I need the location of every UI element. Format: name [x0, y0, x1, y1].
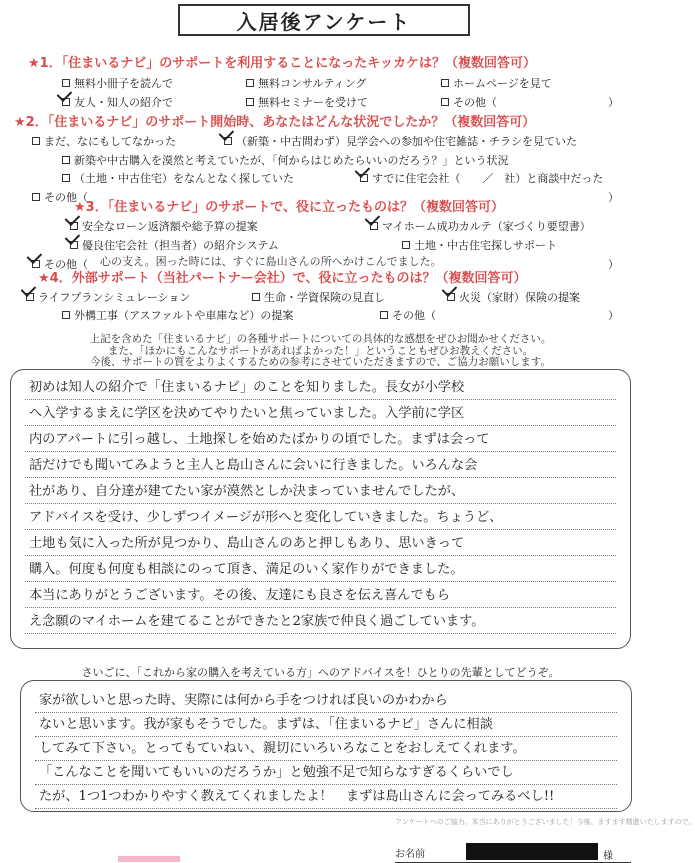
- advice-line: 家が欲しいと思った時、実際には何から手をつければ良いのかわから: [35, 687, 617, 713]
- question-4-heading: ★4．外部サポート（当社パートナー会社）で、役に立ったものは？（複数回答可）: [38, 271, 527, 286]
- q1-option-consulting[interactable]: 無料コンサルティング: [246, 75, 366, 91]
- q3-option-land[interactable]: 土地・中古住宅探しサポート: [402, 237, 557, 253]
- q2-option-negotiating[interactable]: すでに住宅会社（ ／ 社）と商談中だった: [360, 170, 603, 186]
- impression-line: え念願のマイホームを建てることができたと2家族で仲良く過ごしています。: [25, 608, 616, 634]
- advice-line: してみて下さい。とってもていねい、親切にいろいろなことをおしえてくれます。: [35, 735, 617, 761]
- q4-option-other[interactable]: その他（: [380, 307, 436, 323]
- checkbox[interactable]: [441, 98, 449, 106]
- impression-line: 購入。何度も何度も相談にのって頂き、満足のいく家作りができました。: [25, 556, 616, 582]
- paren-close: ）: [608, 191, 619, 204]
- question-1-heading: ★1．「住まいるナビ」のサポートを利用することになったキッカケは？（複数回答可）: [28, 56, 536, 71]
- q1-option-seminar[interactable]: 無料セミナーを受けて: [246, 94, 368, 110]
- impression-line: 内のアパートに引っ越し、土地探しを始めたばかりの頃でした。まずは会って: [25, 426, 616, 452]
- checkbox-checked[interactable]: [26, 293, 34, 301]
- q2-option-open-house[interactable]: （新築・中古問わず）見学会への参加や住宅雑誌・チラシを見ていた: [224, 133, 577, 149]
- impression-line: 社があり、自分達が建てたい家が漠然としか決まっていませんでしたが、: [25, 478, 616, 504]
- page-title: 入居後アンケート: [178, 4, 470, 36]
- instruction-line-3: 今後、サポートの質をよりよくするための参考にさせていただきますので、ご協力お願いします。: [90, 356, 551, 368]
- q4-option-insurance[interactable]: 生命・学資保険の見直し: [252, 289, 385, 305]
- checkbox-checked[interactable]: [370, 222, 378, 230]
- checkbox-checked[interactable]: [360, 174, 368, 182]
- pink-mark: [118, 856, 180, 862]
- checkbox-checked[interactable]: [70, 241, 78, 249]
- q3-option-builder[interactable]: 優良住宅会社（担当者）の紹介システム: [70, 237, 279, 253]
- paren-close: ）: [608, 258, 619, 271]
- q3-other-handwritten: 心の支え。困った時には、すぐに島山さんの所へかけこんでました。: [100, 255, 442, 268]
- q2-option-searching[interactable]: （土地・中古住宅）をなんとなく探していた: [62, 170, 294, 186]
- q4-option-lifeplan[interactable]: ライフプランシミュレーション: [26, 289, 190, 305]
- question-3-heading: ★3．「住まいるナビ」のサポートで、役に立ったものは？（複数回答可）: [74, 200, 504, 215]
- checkbox[interactable]: [32, 137, 40, 145]
- impression-line: へ入学するまえに学区を決めてやりたいと焦っていました。入学前に学区: [25, 400, 616, 426]
- redacted-name: [466, 843, 598, 860]
- paren-close: ）: [608, 309, 619, 322]
- impression-line: 初めは知人の紹介で「住まいるナビ」のことを知りました。長女が小学校: [25, 374, 616, 400]
- checkbox-checked[interactable]: [447, 293, 455, 301]
- honorific: 様: [603, 851, 613, 862]
- impression-line: アドバイスを受け、少しずつイメージが形へと変化していきました。ちょうど、: [25, 504, 616, 530]
- checkbox[interactable]: [62, 174, 70, 182]
- q2-option-other[interactable]: その他（: [32, 189, 88, 205]
- checkbox[interactable]: [441, 79, 449, 87]
- name-label: お名前: [395, 849, 425, 860]
- checkbox[interactable]: [380, 311, 388, 319]
- instruction-line-1: 上記を含めた「住まいるナビ」の各種サポートについての具体的な感想をぜひお聞かせください。: [89, 333, 552, 345]
- q4-option-exterior[interactable]: 外構工事（アスファルトや車庫など）の提案: [62, 307, 293, 323]
- checkbox-checked[interactable]: [224, 137, 232, 145]
- footer-thanks: アンケートへのご協力、本当にありがとうございました！今後、ますます精進いたしますので。: [395, 818, 695, 826]
- q4-option-fire[interactable]: 火災（家財）保険の提案: [447, 289, 580, 305]
- impression-panel[interactable]: [10, 369, 631, 649]
- q2-option-nothing[interactable]: まだ、なにもしてなかった: [32, 133, 176, 149]
- checkbox-checked[interactable]: [62, 98, 70, 106]
- q3-option-other[interactable]: その他（: [32, 256, 88, 272]
- paren-close: ）: [608, 96, 619, 109]
- impression-line: 本当にありがとうございます。その後、友達にも良さを伝え喜んでもら: [25, 582, 616, 608]
- question-2-heading: ★2．「住まいるナビ」のサポート開始時、あなたはどんな状況でしたか？（複数回答可）: [14, 115, 536, 130]
- checkbox[interactable]: [246, 79, 254, 87]
- checkbox[interactable]: [252, 293, 260, 301]
- q1-option-homepage[interactable]: ホームページを見て: [441, 75, 552, 91]
- checkbox[interactable]: [62, 156, 70, 164]
- q3-option-karte[interactable]: マイホーム成功カルテ（家づくり要望書）: [370, 218, 591, 234]
- advice-panel[interactable]: [20, 680, 632, 812]
- advice-prompt: さいごに、「これから家の購入を考えている方」へのアドバイスを！ひとりの先輩としてどうぞ。: [81, 666, 560, 679]
- checkbox[interactable]: [62, 311, 70, 319]
- q1-option-other[interactable]: その他（: [441, 94, 497, 110]
- advice-line: 「こんなことを聞いてもいいのだろうか」と勉強不足で知らなすぎるくらいでし: [35, 759, 617, 785]
- impression-line: 土地も気に入った所が見つかり、島山さんのあと押しもあり、思いきって: [25, 530, 616, 556]
- checkbox[interactable]: [402, 241, 410, 249]
- q1-option-friend[interactable]: 友人・知人の紹介で: [62, 94, 173, 110]
- advice-line: たが、1つ1つわかりやすく教えてくれましたよ！ まずは島山さんに会ってみるべし!!: [35, 783, 617, 809]
- impression-line: 話だけでも聞いてみようと主人と島山さんに会いに行きました。いろんな会: [25, 452, 616, 478]
- instruction-line-2: また、「ほかにもこんなサポートがあればよかった！」ということもぜひお教えください。: [107, 345, 534, 357]
- q2-option-vague[interactable]: 新築や中古購入を漠然と考えていたが、「何からはじめたらいいのだろう？」という状況: [62, 152, 509, 168]
- advice-line: ないと思います。我が家もそうでした。まずは、「住まいるナビ」さんに相談: [35, 711, 617, 737]
- checkbox[interactable]: [32, 193, 40, 201]
- q3-option-loan[interactable]: 安全なローン返済額や総予算の提案: [70, 218, 258, 234]
- q1-option-booklet[interactable]: 無料小冊子を読んで: [62, 75, 173, 91]
- checkbox[interactable]: [246, 98, 254, 106]
